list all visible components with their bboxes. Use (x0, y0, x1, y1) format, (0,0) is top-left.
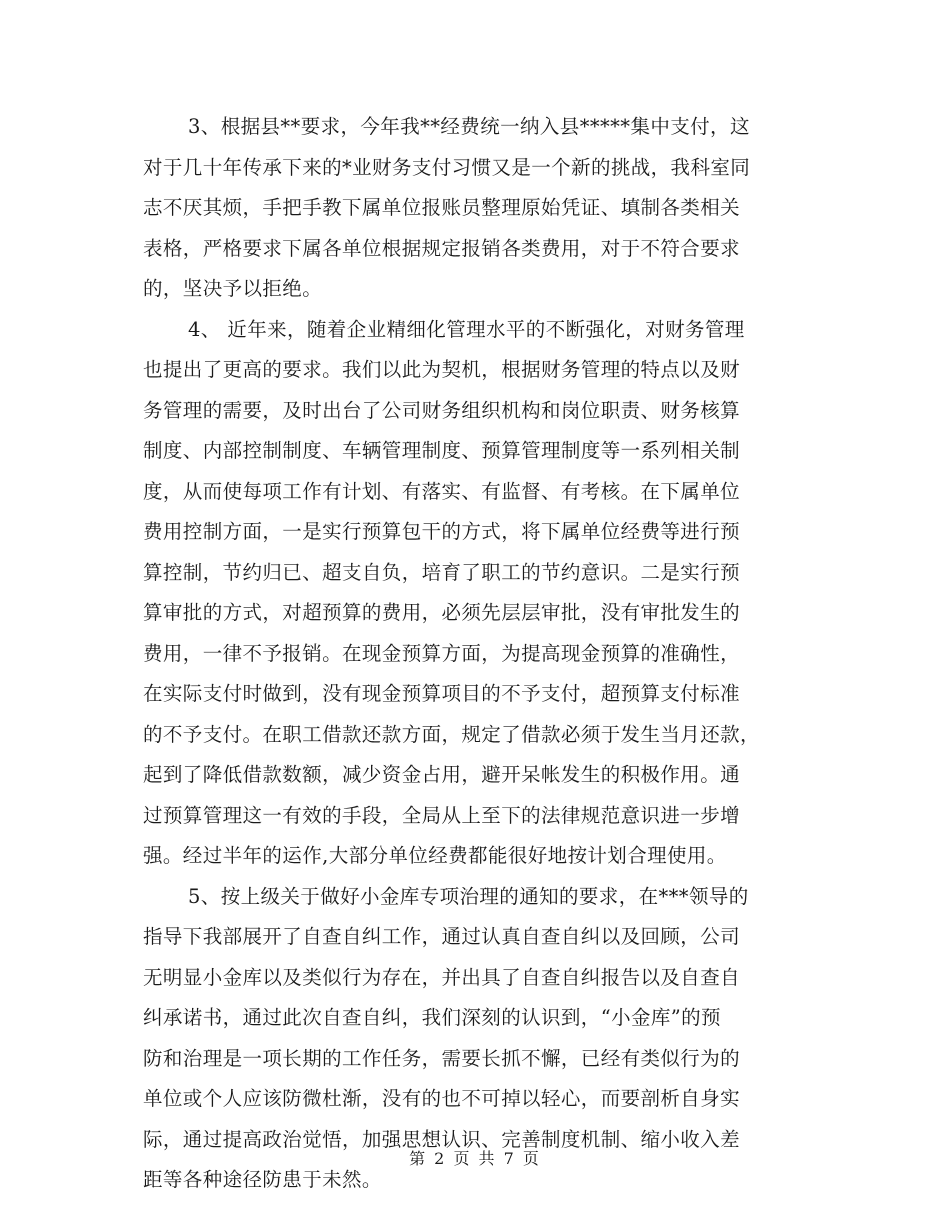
text-line: 际，通过提高政治觉悟，加强思想认识、完善制度机制、缩小收入差 (143, 1127, 741, 1151)
text-line: 无明显小金库以及类似行为存在，并出具了自查自纠报告以及自查自 (143, 965, 741, 989)
text-line: 费用，一律不予报销。在现金预算方面，为提高现金预算的准确性， (143, 641, 741, 665)
document-body (143, 107, 803, 1201)
text-line: 防和治理是一项长期的工作任务，需要长抓不懈，已经有类似行为的 (143, 1046, 741, 1070)
text-line: 过预算管理这一有效的手段，全局从上至下的法律规范意识进一步增 (143, 803, 741, 827)
text-line: 的，坚决予以拒绝。 (143, 277, 323, 300)
text-line: 算审批的方式，对超预算的费用，必须先层层审批，没有审批发生的 (143, 601, 741, 624)
text-line: 度，从而使每项工作有计划、有落实、有监督、有考核。在下属单位 (143, 479, 741, 503)
text-line: 的不予支付。在职工借款还款方面，规定了借款必须于发生当月还款， (143, 722, 760, 746)
text-line: 4、 近年来，随着企业精细化管理水平的不断强化，对财务管理 (188, 317, 745, 341)
page-number-footer: 第 2 页 共 7 页 (409, 1149, 541, 1168)
text-line: 志不厌其烦，手把手教下属单位报账员整理原始凭证、填制各类相关 (143, 196, 741, 219)
text-line: 距等各种途径防患于未然。 (143, 1168, 382, 1191)
text-line: 3、根据县**要求，今年我**经费统一纳入县*****集中支付，这 (188, 115, 750, 138)
text-line: 5、按上级关于做好小金库专项治理的通知的要求，在***领导的 (188, 884, 749, 908)
paragraph-3 (143, 107, 803, 310)
text-line: 表格，严格要求下属各单位根据规定报销各类费用，对于不符合要求 (143, 236, 741, 260)
text-line: 对于几十年传承下来的*业财务支付习惯又是一个新的挑战，我科室同 (143, 155, 751, 179)
text-line: 务管理的需要，及时出台了公司财务组织机构和岗位职责、财务核算 (143, 398, 741, 422)
text-line: 在实际支付时做到，没有现金预算项目的不予支付，超预算支付标准 (143, 682, 741, 705)
text-line: 单位或个人应该防微杜渐，没有的也不可掉以轻心，而要剖析自身实 (143, 1087, 741, 1110)
text-line: 纠承诺书，通过此次自查自纠，我们深刻的认识到，“小金库”的预 (143, 1006, 721, 1029)
text-line: 算控制，节约归已、超支自负，培育了职工的节约意识。二是实行预 (143, 560, 741, 584)
text-line: 也提出了更高的要求。我们以此为契机，根据财务管理的特点以及财 (143, 358, 741, 381)
text-line: 制度、内部控制制度、车辆管理制度、预算管理制度等一系列相关制 (143, 439, 741, 462)
text-line: 起到了降低借款数额，减少资金占用，避开呆帐发生的积极作用。通 (143, 763, 741, 786)
text-line: 指导下我部展开了自查自纠工作，通过认真自查自纠以及回顾，公司 (143, 925, 741, 948)
text-line: 费用控制方面，一是实行预算包干的方式，将下属单位经费等进行预 (143, 520, 741, 543)
text-line: 强。经过半年的运作,大部分单位经费都能很好地按计划合理使用。 (143, 844, 727, 867)
paragraph-4 (143, 310, 803, 877)
